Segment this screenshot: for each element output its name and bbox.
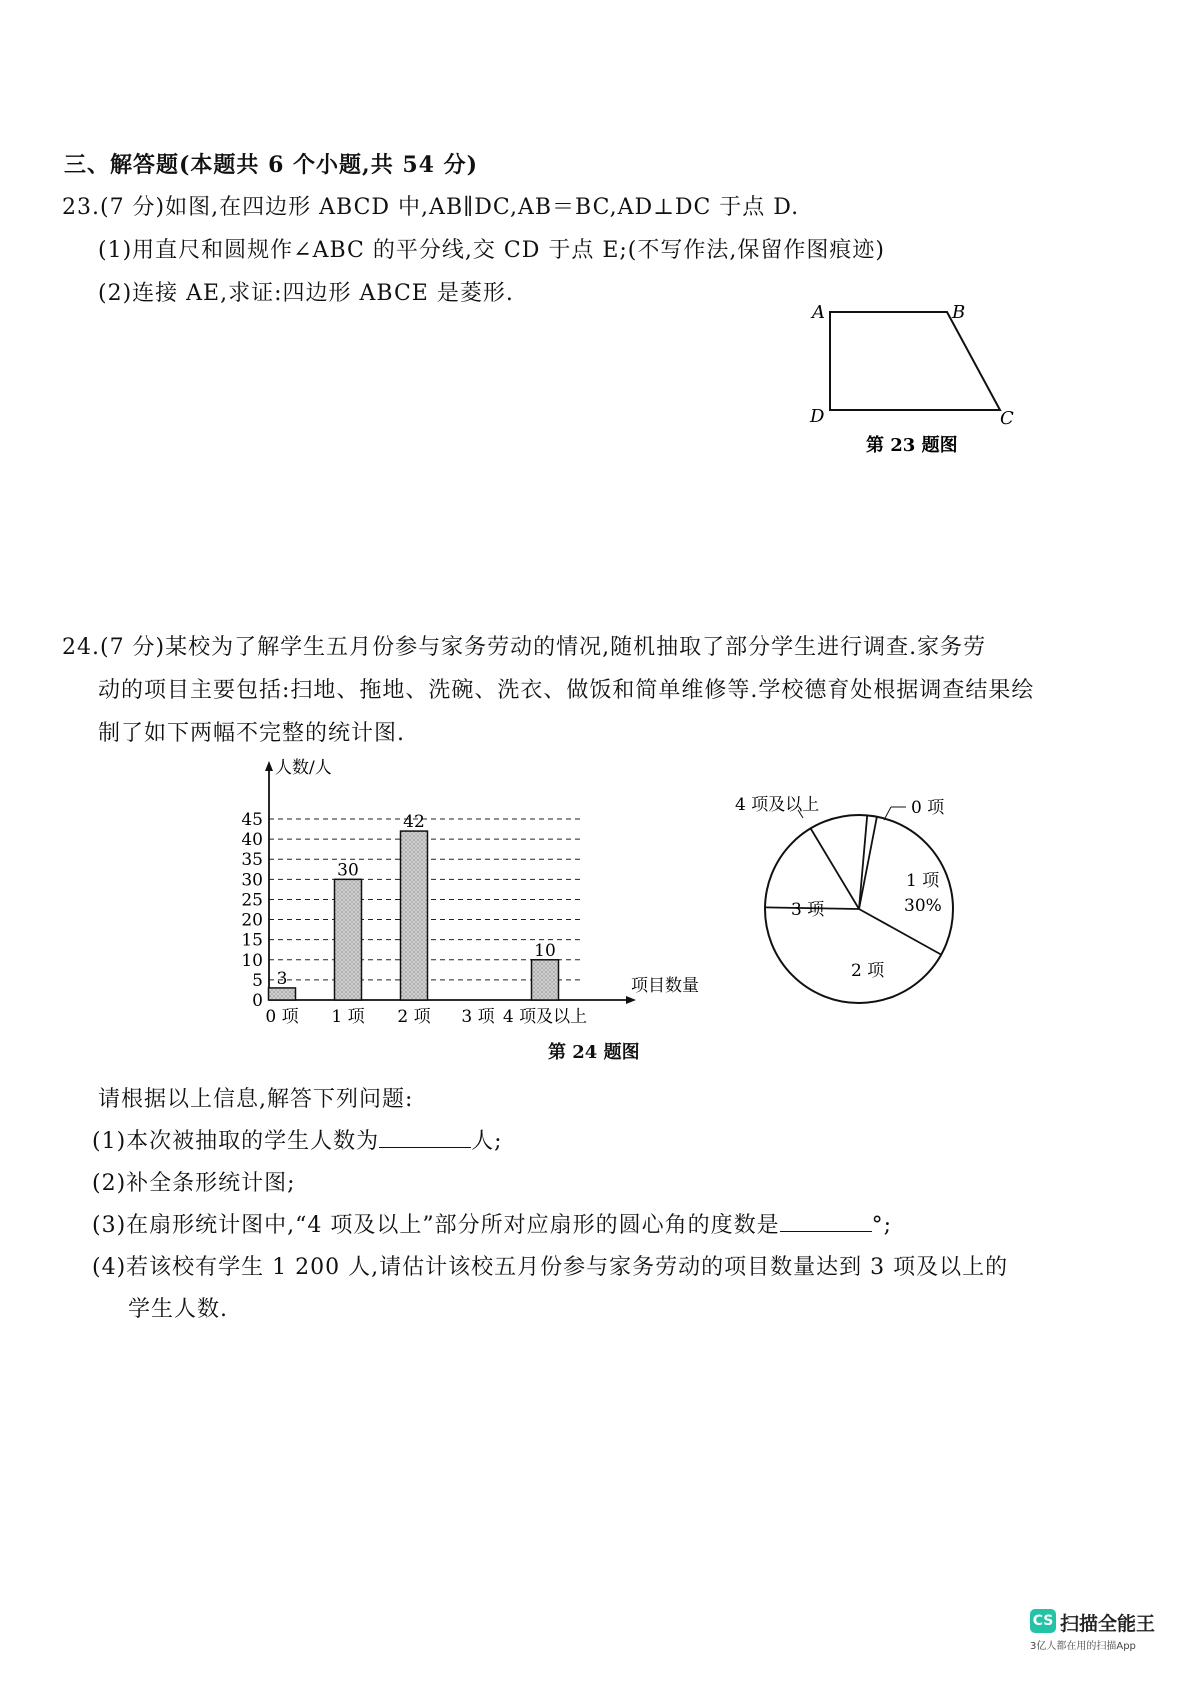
answer-blank-1[interactable] [379, 1127, 471, 1148]
y-tick-label: 40 [241, 830, 263, 851]
section-heading: 三、解答题(本题共 6 个小题,共 54 分) [64, 152, 479, 178]
x-category-label: 2 项 [397, 1007, 431, 1027]
q24-figure-caption: 第 24 题图 [548, 1042, 640, 1063]
q23-part1: (1)用直尺和圆规作∠ABC 的平分线,交 CD 于点 E;(不写作法,保留作图痕迹) [98, 238, 885, 263]
q24-line1: 24.(7 分)某校为了解学生五月份参与家务劳动的情况,随机抽取了部分学生进行调查.家务劳 [62, 635, 987, 660]
q24-q1-unit: 人; [471, 1129, 503, 1154]
answer-blank-3[interactable] [780, 1211, 872, 1232]
q24-line3: 制了如下两幅不完整的统计图. [98, 721, 405, 746]
q23-figure-caption: 第 23 题图 [866, 435, 958, 456]
q24-q1-text: (1)本次被抽取的学生人数为 [92, 1129, 380, 1154]
y-tick-label: 5 [252, 970, 263, 991]
bar-chart [225, 755, 715, 1045]
y-tick-label: 15 [241, 930, 263, 951]
bar-data-label: 3 [276, 968, 288, 989]
bar-data-label: 30 [337, 860, 359, 881]
bar-data-label: 10 [534, 940, 556, 961]
q23-part2: (2)连接 AE,求证:四边形 ABCE 是菱形. [98, 281, 514, 306]
bar [532, 960, 559, 1000]
q24-question-2: (2)补全条形统计图; [92, 1171, 296, 1196]
bar [335, 879, 362, 1000]
y-axis-label: 人数/人 [275, 758, 332, 778]
x-axis-label: 项目数量 [631, 976, 699, 996]
pie-chart [735, 780, 985, 1020]
pie-leader-0 [884, 807, 891, 820]
q24-question-4: (4)若该校有学生 1 200 人,请估计该校五月份参与家务劳动的项目数量达到 3 项及以上的 [92, 1255, 1009, 1280]
x-category-label: 3 项 [461, 1007, 495, 1027]
q24-q3-unit: °; [871, 1213, 893, 1238]
pie-label-1: 1 项 [906, 871, 940, 891]
q24-q3-text: (3)在扇形统计图中,“4 项及以上”部分所对应扇形的圆心角的度数是 [92, 1213, 780, 1238]
y-tick-label: 35 [241, 850, 263, 871]
q24-intro: 请根据以上信息,解答下列问题: [98, 1087, 414, 1112]
vertex-c-label: C [1000, 408, 1014, 429]
quadrilateral-abcd [830, 312, 1000, 410]
pie-label-3: 3 项 [791, 900, 825, 920]
q24-question-1 [92, 1124, 503, 1155]
q24-question-4-cont: 学生人数. [128, 1297, 228, 1322]
bar [269, 988, 296, 1000]
pie-label-2: 2 项 [851, 961, 885, 981]
q24-line2: 动的项目主要包括:扫地、拖地、洗碗、洗衣、做饭和简单维修等.学校德育处根据调查结果绘 [98, 678, 1035, 703]
bar [401, 831, 428, 1000]
q24-question-3 [92, 1208, 892, 1239]
scanner-logo-icon: CS [1030, 1609, 1056, 1633]
pie-label-1-percent: 30% [904, 896, 942, 916]
y-tick-label: 10 [241, 950, 263, 971]
pie-label-4plus: 4 项及以上 [735, 795, 820, 815]
x-axis-arrow [626, 996, 636, 1004]
y-axis-arrow [265, 761, 273, 771]
y-tick-label: 20 [241, 910, 263, 931]
y-tick-label: 0 [252, 991, 263, 1011]
scanner-app-name: 扫描全能王 [1060, 1613, 1156, 1635]
q23-stem: 23.(7 分)如图,在四边形 ABCD 中,AB∥DC,AB＝BC,AD⊥DC 于点 D. [62, 195, 800, 220]
pie-label-0: 0 项 [911, 798, 945, 818]
y-tick-label: 45 [241, 810, 263, 830]
scanner-tagline: 3亿人都在用的扫描App [1030, 1641, 1136, 1652]
vertex-d-label: D [810, 406, 825, 427]
vertex-b-label: B [952, 302, 966, 323]
x-category-label: 1 项 [331, 1007, 365, 1027]
y-tick-label: 30 [241, 870, 263, 891]
y-tick-label: 25 [241, 890, 263, 911]
bar-data-label: 42 [403, 812, 425, 833]
x-category-label: 4 项及以上 [502, 1007, 588, 1027]
vertex-a-label: A [812, 302, 825, 323]
x-category-label: 0 项 [265, 1007, 299, 1027]
q23-figure [800, 300, 1060, 480]
